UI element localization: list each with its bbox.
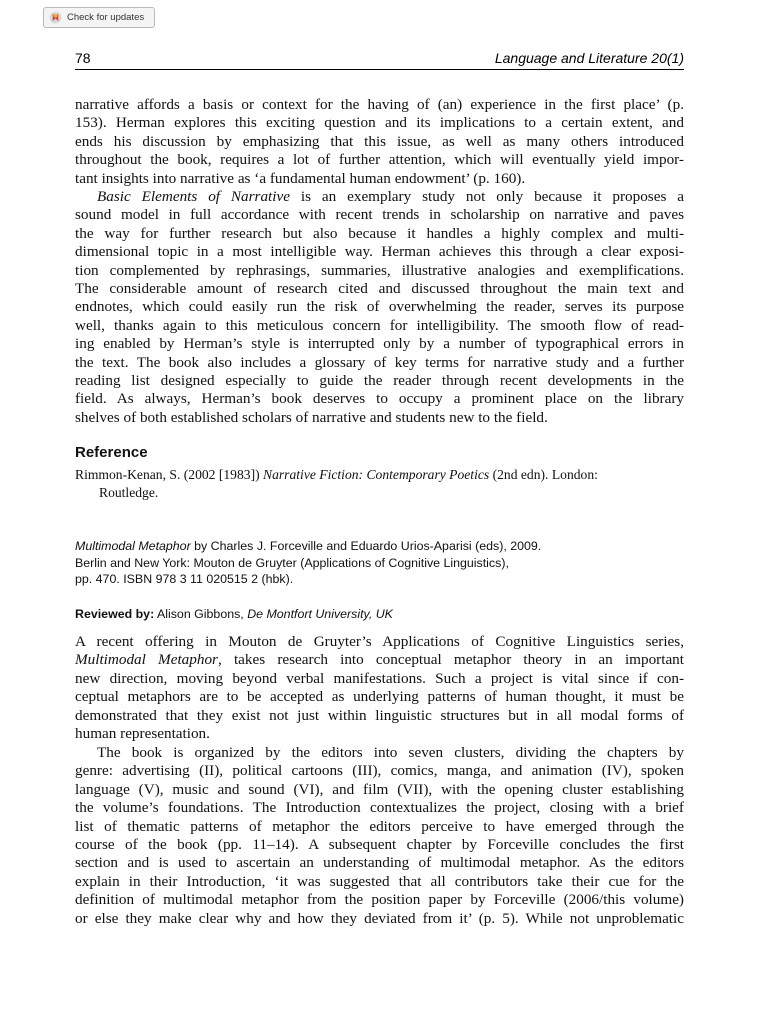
text-line: explain in their Introduction, ‘it was suggested that all contributors take their cue for the	[75, 872, 684, 890]
text-line: human representation.	[75, 725, 210, 743]
text-line: The book is organized by the editors into seven clusters, dividing the chapters by	[97, 744, 684, 761]
paragraph-2	[75, 188, 684, 427]
text-line: new direction, moving beyond verbal manifestations. Such a project is vital since if con-	[75, 669, 684, 687]
book-title: Multimodal Metaphor	[75, 539, 191, 553]
book-info-line-2: Berlin and New York: Mouton de Gruyter (Applications of Cognitive Linguistics),	[75, 555, 509, 570]
book-title-italic: Basic Elements of Narrative	[97, 188, 290, 205]
reference-line-2: Routledge.	[99, 485, 159, 500]
text-line: tion complemented by rephrasings, summaries, illustrative analogies and exemplifications.	[75, 261, 684, 279]
book-title-italic: Multimodal Metaphor	[75, 651, 218, 669]
text-line: narrative affords a basis or context for the having of (an) experience in the first place’ (p.	[75, 96, 684, 113]
reviewer-name: Alison Gibbons,	[154, 607, 248, 621]
text-line: shelves of both established scholars of narrative and students new to the field.	[75, 408, 548, 426]
text-line: the way for further research but also because it handles a highly complex and multi-	[75, 224, 684, 242]
text-line: reading list designed especially to guide the reader through recent developments in the	[75, 372, 684, 390]
text-line: sound model in full accordance with recent trends in scholarship on narrative and paves	[75, 206, 684, 224]
paragraph-1	[75, 96, 684, 188]
journal-title: Language and Literature 20(1)	[494, 50, 684, 66]
text-line: the volume’s foundations. The Introduction contextualizes the project, closing with a brief	[75, 799, 684, 817]
text-line: 153). Herman explores this exciting question and its implications to a certain extent, and	[75, 114, 684, 132]
page-number: 78	[75, 50, 91, 66]
text-line: dimensional topic in a most intelligible way. Herman achieves this through a clear exposi-	[75, 243, 684, 261]
text-line: or else they make clear why and how they deviated from it’ (p. 5). While not unproblematic	[75, 909, 684, 927]
running-header	[75, 49, 684, 70]
book-authors: by Charles J. Forceville and Eduardo Urios-Aparisi (eds), 2009.	[190, 539, 542, 553]
text-line	[75, 651, 684, 669]
text-line: ends his discussion by emphasizing that this issue, as well as many others introduced	[75, 132, 684, 150]
book-info-line-1	[75, 538, 675, 555]
text-line: The considerable amount of research cited and discussed throughout the main text and	[75, 280, 684, 298]
text-line: ing enabled by Herman’s style is interrupted only by a number of typographical errors in	[75, 335, 684, 353]
reviewed-by-label: Reviewed by:	[75, 607, 155, 621]
text-line	[75, 188, 684, 206]
text-line: ceptual metaphors are to be accepted as underlying patterns of human thought, it must be	[75, 688, 684, 706]
text-line: field. As always, Herman’s book deserves to occupy a prominent place on the library	[75, 390, 684, 408]
text-line: language (V), music and sound (VI), and film (VII), with the opening cluster establishing	[75, 780, 684, 798]
reviewer-affiliation: De Montfort University, UK	[247, 607, 393, 621]
text-line: endnotes, which could easily run the risk of overwhelming the reader, serves its purpose	[75, 298, 684, 316]
text-line: course of the book (pp. 11–14). A subsequent chapter by Forceville concludes the first	[75, 836, 684, 854]
book-info	[75, 538, 675, 588]
text-line: well, thanks again to this meticulous concern for intelligibility. The smooth flow of read-	[75, 316, 684, 334]
text-line: the text. The book also includes a glossary of key terms for narrative study and a further	[75, 353, 684, 371]
text-line: list of thematic patterns of metaphor the editors perceive to have emerged through the	[75, 817, 684, 835]
reviewer-line	[75, 607, 393, 621]
reference-line-1	[75, 466, 684, 484]
text-run: , takes research into conceptual metaphor theory in an important	[217, 651, 684, 669]
ref-edition: (2nd edn). London:	[489, 467, 598, 482]
text-line: A recent offering in Mouton de Gruyter’s Applications of Cognitive Linguistics series,	[75, 633, 684, 650]
badge-label: Check for updates	[67, 12, 145, 23]
check-for-updates-badge[interactable]	[43, 7, 155, 28]
text-line: section and is used to ascertain an understanding of multimodal metaphor. As the editors	[75, 854, 684, 872]
ref-author: Rimmon-Kenan, S. (2002 [1983])	[75, 467, 264, 482]
reference-heading: Reference	[75, 444, 148, 461]
text-line: genre: advertising (II), political cartoons (III), comics, manga, and animation (IV), spoken	[75, 762, 684, 780]
text-line: definition of multimodal metaphor from the position paper by Forceville (2006/this volume)	[75, 891, 684, 909]
text-line: tant insights into narrative as ‘a fundamental human endowment’ (p. 160).	[75, 169, 526, 187]
text-line: demonstrated that they exist not just within linguistic structures but in all modal forms of	[75, 706, 684, 724]
paragraph-3	[75, 633, 684, 743]
ref-title: Narrative Fiction: Contemporary Poetics	[263, 467, 490, 482]
reference-entry	[75, 466, 684, 502]
paragraph-4	[75, 744, 684, 928]
crossmark-icon	[49, 11, 62, 24]
text-line: throughout the book, requires a lot of further attention, which will eventually yield impor-	[75, 151, 684, 169]
book-info-line-3: pp. 470. ISBN 978 3 11 020515 2 (hbk).	[75, 572, 294, 587]
text-run: is an exemplary study not only because it proposes a	[289, 188, 684, 205]
